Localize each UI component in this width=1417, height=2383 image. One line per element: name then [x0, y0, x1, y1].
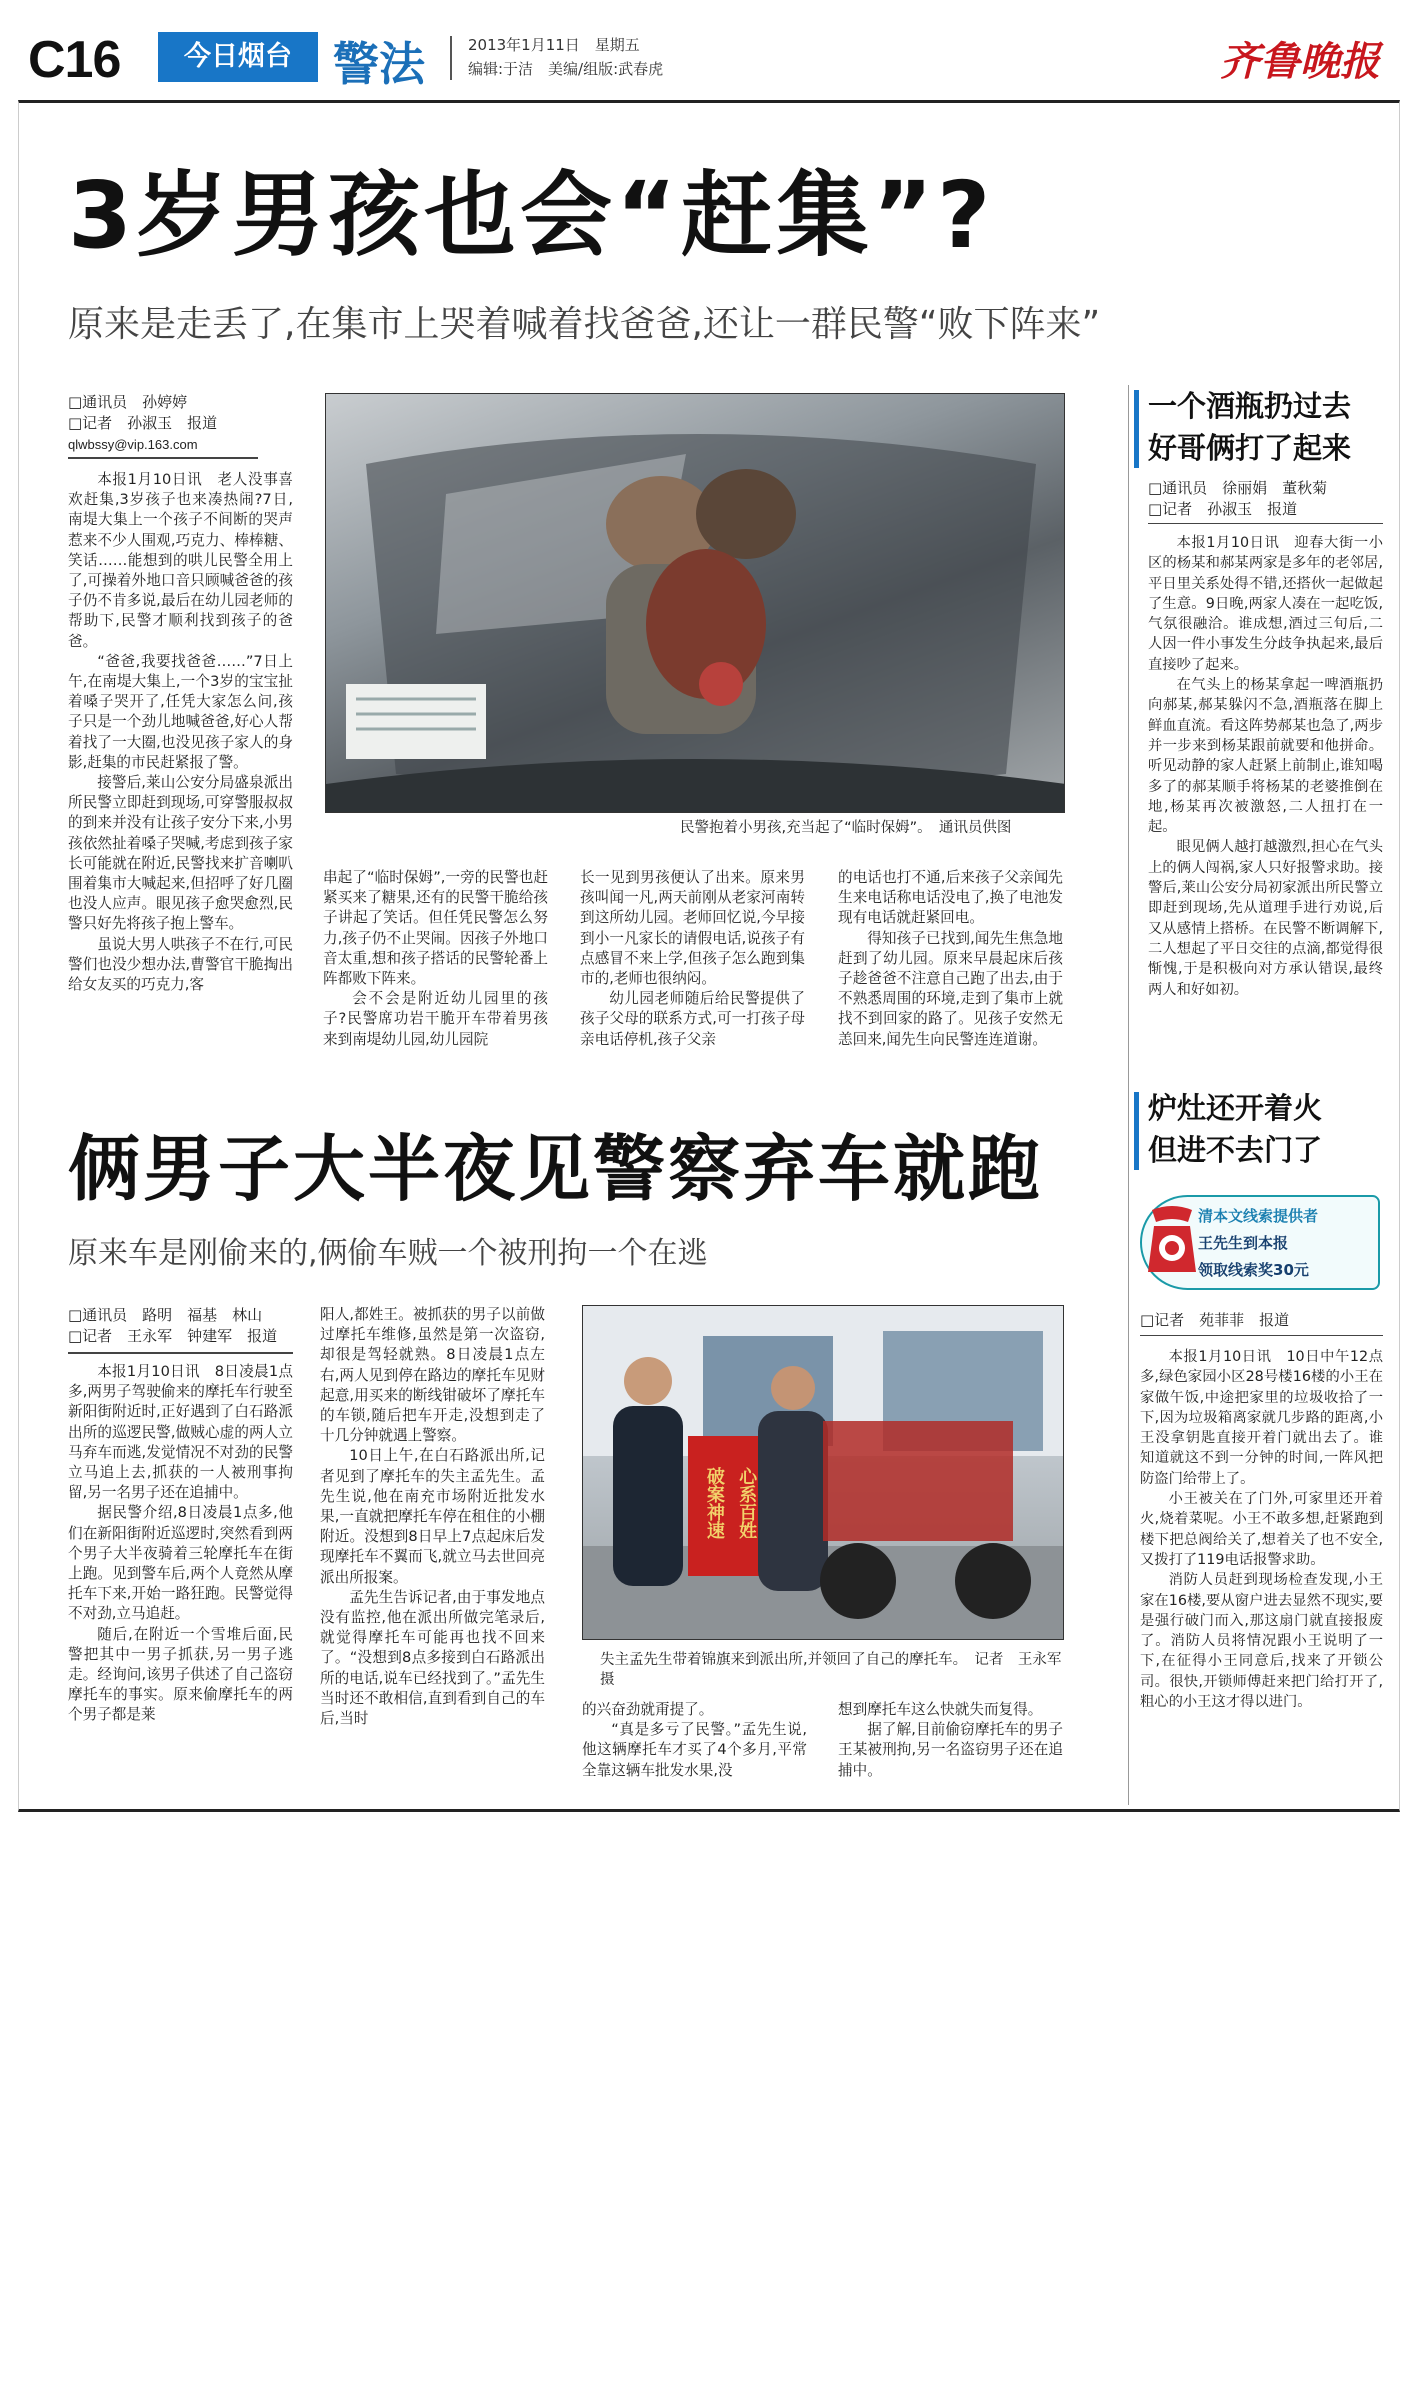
tip-label: 清本文线索提供者 [1198, 1207, 1319, 1225]
article2-headline: 俩男子大半夜见警察弃车就跑 [68, 1127, 1044, 1211]
newspaper-logo: 齐鲁晚报 [1220, 38, 1380, 85]
paragraph: 串起了“临时保姆”,一旁的民警也赶紧买来了糖果,还有的民警干脆给孩子讲起了笑话。但任凭民警怎么努力,孩子仍不止哭闹。因孩子外地口音太重,想和孩子搭话的民警轮番上阵都败下阵来。 [323, 869, 548, 988]
side1-byline [1148, 478, 1388, 520]
byline-line: □通讯员 孙婷婷 [68, 393, 188, 411]
pennant-text: 破案神速 [703, 1467, 725, 1539]
article2-photo-caption: 失主孟先生带着锦旗来到派出所,并领回了自己的摩托车。 记者 王永军 摄 [600, 1652, 1076, 1688]
side1-title [1148, 385, 1388, 469]
paragraph: 阳人,都姓王。被抓获的男子以前做过摩托车维修,虽然是第一次盗窃,却很是驾轻就熟。8日凌晨1点左右,两人见到停在路边的摩托车见财起意,用买来的断线钳破坏了摩托车的车锁,随后把车开走,没想到走了十几分钟就遇上警察。 [320, 1306, 545, 1445]
paragraph: 小王被关在了门外,可家里还开着火,烧着菜呢。小王不敢多想,赶紧跑到楼下把总阀给关了,想着关了也不安全,又拨打了119电话报警求助。 [1140, 1491, 1383, 1568]
issue-date: 2013年1月11日 星期五 [468, 36, 640, 54]
sidebar-title-mark [1134, 1092, 1139, 1170]
section-badge: 今日烟台 [158, 32, 318, 82]
article1-photo-illustration [326, 394, 1065, 813]
pennant-text: 心系百姓 [736, 1467, 758, 1539]
paragraph: 据了解,目前偷窃摩托车的男子王某被刑拘,另一名盗窃男子还在追捕中。 [838, 1721, 1063, 1779]
side2-body [1140, 1347, 1383, 1797]
article1-byline [68, 392, 258, 455]
byline-line: □记者 孙淑玉 报道 [1148, 500, 1298, 518]
title-line: 一个酒瓶扔过去 [1148, 389, 1352, 423]
author-email: qlwbssy@vip.163.com [68, 437, 198, 452]
section-name: 警法 [333, 37, 425, 91]
paragraph: 会不会是附近幼儿园里的孩子?民警席功岩干脆开车带着男孩来到南堤幼儿园,幼儿园院 [323, 990, 548, 1048]
title-line: 炉灶还开着火 [1148, 1091, 1323, 1125]
side2-byline [1140, 1310, 1380, 1331]
article2-column-4 [838, 1700, 1063, 1795]
paragraph: 虽说大男人哄孩子不在行,可民警们也没少想办法,曹警官干脆掏出给女友买的巧克力,客 [68, 935, 293, 994]
paragraph: 得知孩子已找到,闻先生焦急地赶到了幼儿园。原来早晨起床后孩子趁爸爸不注意自己跑了出去,由于不熟悉周围的环境,走到了集市上就找不到回家的路了。见孩子安然无恙回来,闻先生向民警连连道谢。 [838, 929, 1063, 1048]
tip-reward: 领取线索奖30元 [1198, 1261, 1309, 1279]
tip-name: 王先生到本报 [1198, 1234, 1289, 1252]
paragraph: 据民警介绍,8日凌晨1点多,他们在新阳街附近巡逻时,突然看到两个男子大半夜骑着三轮摩托车在街上跑。见到警车后,两个人竟然从摩托车下来,开始一路狂跑。民警觉得不对劲,立马追赶。 [68, 1504, 293, 1623]
paragraph: 想到摩托车这么快就失而复得。 [838, 1701, 1043, 1718]
byline-rule [1140, 1335, 1383, 1336]
byline-rule [1148, 523, 1383, 524]
telephone-icon [1144, 1202, 1200, 1284]
byline-rule [68, 1352, 293, 1354]
paragraph: 随后,在附近一个雪堆后面,民警把其中一男子抓获,另一男子逃走。经询问,该男子供述了自己盗窃摩托车的事实。原来偷摩托车的两个男子都是莱 [68, 1625, 293, 1724]
byline-line: □通讯员 路明 福基 林山 [68, 1306, 263, 1324]
pennant-banner [695, 1448, 765, 1566]
article1-column-3 [580, 868, 805, 1086]
byline-line: □记者 孙淑玉 报道 [68, 414, 218, 432]
paragraph: “真是多亏了民警。”孟先生说,他这辆摩托车才买了4个多月,平常全靠这辆车批发水果,没 [582, 1721, 807, 1779]
article1-column-2 [323, 868, 548, 1086]
sidebar-title-mark [1134, 390, 1139, 468]
article2-column-2 [320, 1305, 545, 1793]
article1-photo-caption: 民警抱着小男孩,充当起了“临时保姆”。 通讯员供图 [680, 820, 1012, 836]
paragraph: 本报1月10日讯 10日中午12点多,绿色家园小区28号楼16楼的小王在家做午饭,中途把家里的垃圾收拾了一下,因为垃圾箱离家就几步路的距离,小王没拿钥匙直接开着门就出去了。谁知道就这不到一分钟的时间,一阵风把防盗门给带上了。 [1140, 1349, 1383, 1487]
article1-column-1 [68, 470, 293, 1088]
byline-line: □通讯员 徐丽娟 董秋菊 [1148, 479, 1328, 497]
byline-rule [68, 457, 258, 459]
article2-byline [68, 1305, 308, 1347]
title-line: 但进不去门了 [1148, 1133, 1323, 1167]
paragraph: 消防人员赶到现场检查发现,小王家在16楼,要从窗户进去显然不现实,要是强行破门而入,那这扇门就直接报废了。消防人员将情况跟小王说明了一下,在征得小王同意后,找来了开锁公司。很快,开锁师傅赶来把门给打开了,粗心的小王这才得以进门。 [1140, 1572, 1383, 1711]
paragraph: 10日上午,在白石路派出所,记者见到了摩托车的失主孟先生。孟先生说,他在南充市场附近批发水果,一直就把摩托车停在租住的小棚附近。没想到8日早上7点起床后发现摩托车不翼而飞,就立马去世回亮派出所报案。 [320, 1447, 545, 1586]
article1-column-4 [838, 868, 1063, 1086]
editor-credits: 编辑:于洁 美编/组版:武春虎 [468, 60, 664, 78]
side2-title [1148, 1087, 1388, 1171]
masthead [28, 28, 1388, 91]
masthead-divider [450, 36, 452, 80]
paragraph: 孟先生告诉记者,由于事发地点没有监控,他在派出所做完笔录后,就觉得摩托车可能再也找不回来了。“没想到8点多接到白石路派出所的电话,说车已经找到了。”孟先生当时还不敢相信,直到看到自己的车后,当时 [320, 1588, 545, 1728]
article1-photo [325, 393, 1065, 813]
paragraph: 的兴奋劲就甭提了。 [582, 1701, 714, 1718]
paragraph: 接警后,莱山公安分局盛泉派出所民警立即赶到现场,可穿警服叔叔的到来并没有让孩子安分下来,小男孩依然扯着嗓子哭喊,考虑到孩子家长可能就在附近,民警找来扩音喇叭围着集市大喊起来,但招呼了好几圈也没人应声。眼见孩子愈哭愈烈,民警只好先将孩子抱上警车。 [68, 774, 293, 933]
paragraph: 本报1月10日讯 老人没事喜欢赶集,3岁孩子也来凑热闹?7日,南堤大集上一个孩子不间断的哭声惹来不少人围观,巧克力、棒棒糖、笑话……能想到的哄儿民警全用上了,可操着外地口音只顾喊爸爸的孩子仍不肯多说,最后在幼儿园老师的帮助下,民警才顺利找到孩子的爸爸。 [68, 471, 293, 650]
article2-column-1 [68, 1362, 293, 1792]
paragraph: “爸爸,我要找爸爸……”7日上午,在南堤大集上,一个3岁的宝宝扯着嗓子哭开了,任凭大家怎么问,孩子只是一个劲儿地喊爸爸,好心人帮着找了一大圈,也没见孩子家人的身影,赶集的市民赶紧报了警。 [68, 652, 293, 771]
page-number: C16 [28, 31, 121, 89]
paragraph: 眼见俩人越打越激烈,担心在气头上的俩人闯祸,家人只好报警求助。接警后,莱山公安分局初家派出所民警立即赶到现场,先从道理手进行劝说,后又从感情上搭桥。在民警不断调解下,二人想起了平日交往的点滴,都觉得很惭愧,于是积极向对方承认错误,最终两人和好如初。 [1148, 839, 1383, 998]
paragraph: 幼儿园老师随后给民警提供了孩子父母的联系方式,可一打孩子母亲电话停机,孩子父亲 [580, 990, 805, 1048]
side1-body [1148, 533, 1383, 1081]
article1-headline: 3岁男孩也会“赶集”? [68, 162, 995, 269]
byline-line: □记者 苑菲菲 报道 [1140, 1311, 1290, 1329]
article2-photo [582, 1305, 1064, 1640]
article2-column-3 [582, 1700, 807, 1795]
paragraph: 本报1月10日讯 迎春大街一小区的杨某和郝某两家是多年的老邻居,平日里关系处得不错,还搭伙一起做起了生意。9日晚,两家人凑在一起吃饭,气氛很融洽。谁成想,酒过三旬后,二人因一件小事发生分歧争执起来,最后直接吵了起来。 [1148, 535, 1383, 673]
article1-subheadline: 原来是走丢了,在集市上哭着喊着找爸爸,还让一群民警“败下阵来” [68, 304, 1101, 345]
paragraph: 长一见到男孩便认了出来。原来男孩叫闻一凡,两天前刚从老家河南转到这所幼儿园。老师回忆说,今早接到小一凡家长的请假电话,说孩子有点感冒不来上学,但孩子怎么跑到集市的,老师也很纳闷。 [580, 869, 805, 988]
paragraph: 的电话也打不通,后来孩子父亲闻先生来电话称电话没电了,换了电池发现有电话就赶紧回电。 [838, 869, 1063, 927]
article2-subheadline: 原来车是刚偷来的,俩偷车贼一个被刑拘一个在逃 [68, 1236, 708, 1271]
byline-line: □记者 王永军 钟建军 报道 [68, 1327, 278, 1345]
paragraph: 在气头上的杨某拿起一啤酒瓶扔向郝某,郝某躲闪不急,酒瓶落在脚上鲜血直流。看这阵势郝某也急了,两步并一步来到杨某跟前就要和他拼命。听见动静的家人赶紧上前制止,谁知喝多了的郝某顺手将杨某的老婆推倒在地,杨某再次被激怒,二人扭打在一起。 [1148, 677, 1383, 836]
article2-photo-illustration [583, 1306, 1064, 1640]
title-line: 好哥俩打了起来 [1148, 431, 1352, 465]
sidebar-divider [1128, 385, 1129, 1805]
paragraph: 本报1月10日讯 8日凌晨1点多,两男子驾驶偷来的摩托车行驶至新阳街附近时,正好遇到了白石路派出所的巡逻民警,做贼心虚的两人立马弃车而逃,发觉情况不对劲的民警立马追上去,抓获的一人被刑事拘留,另一名男子还在追捕中。 [68, 1363, 293, 1502]
